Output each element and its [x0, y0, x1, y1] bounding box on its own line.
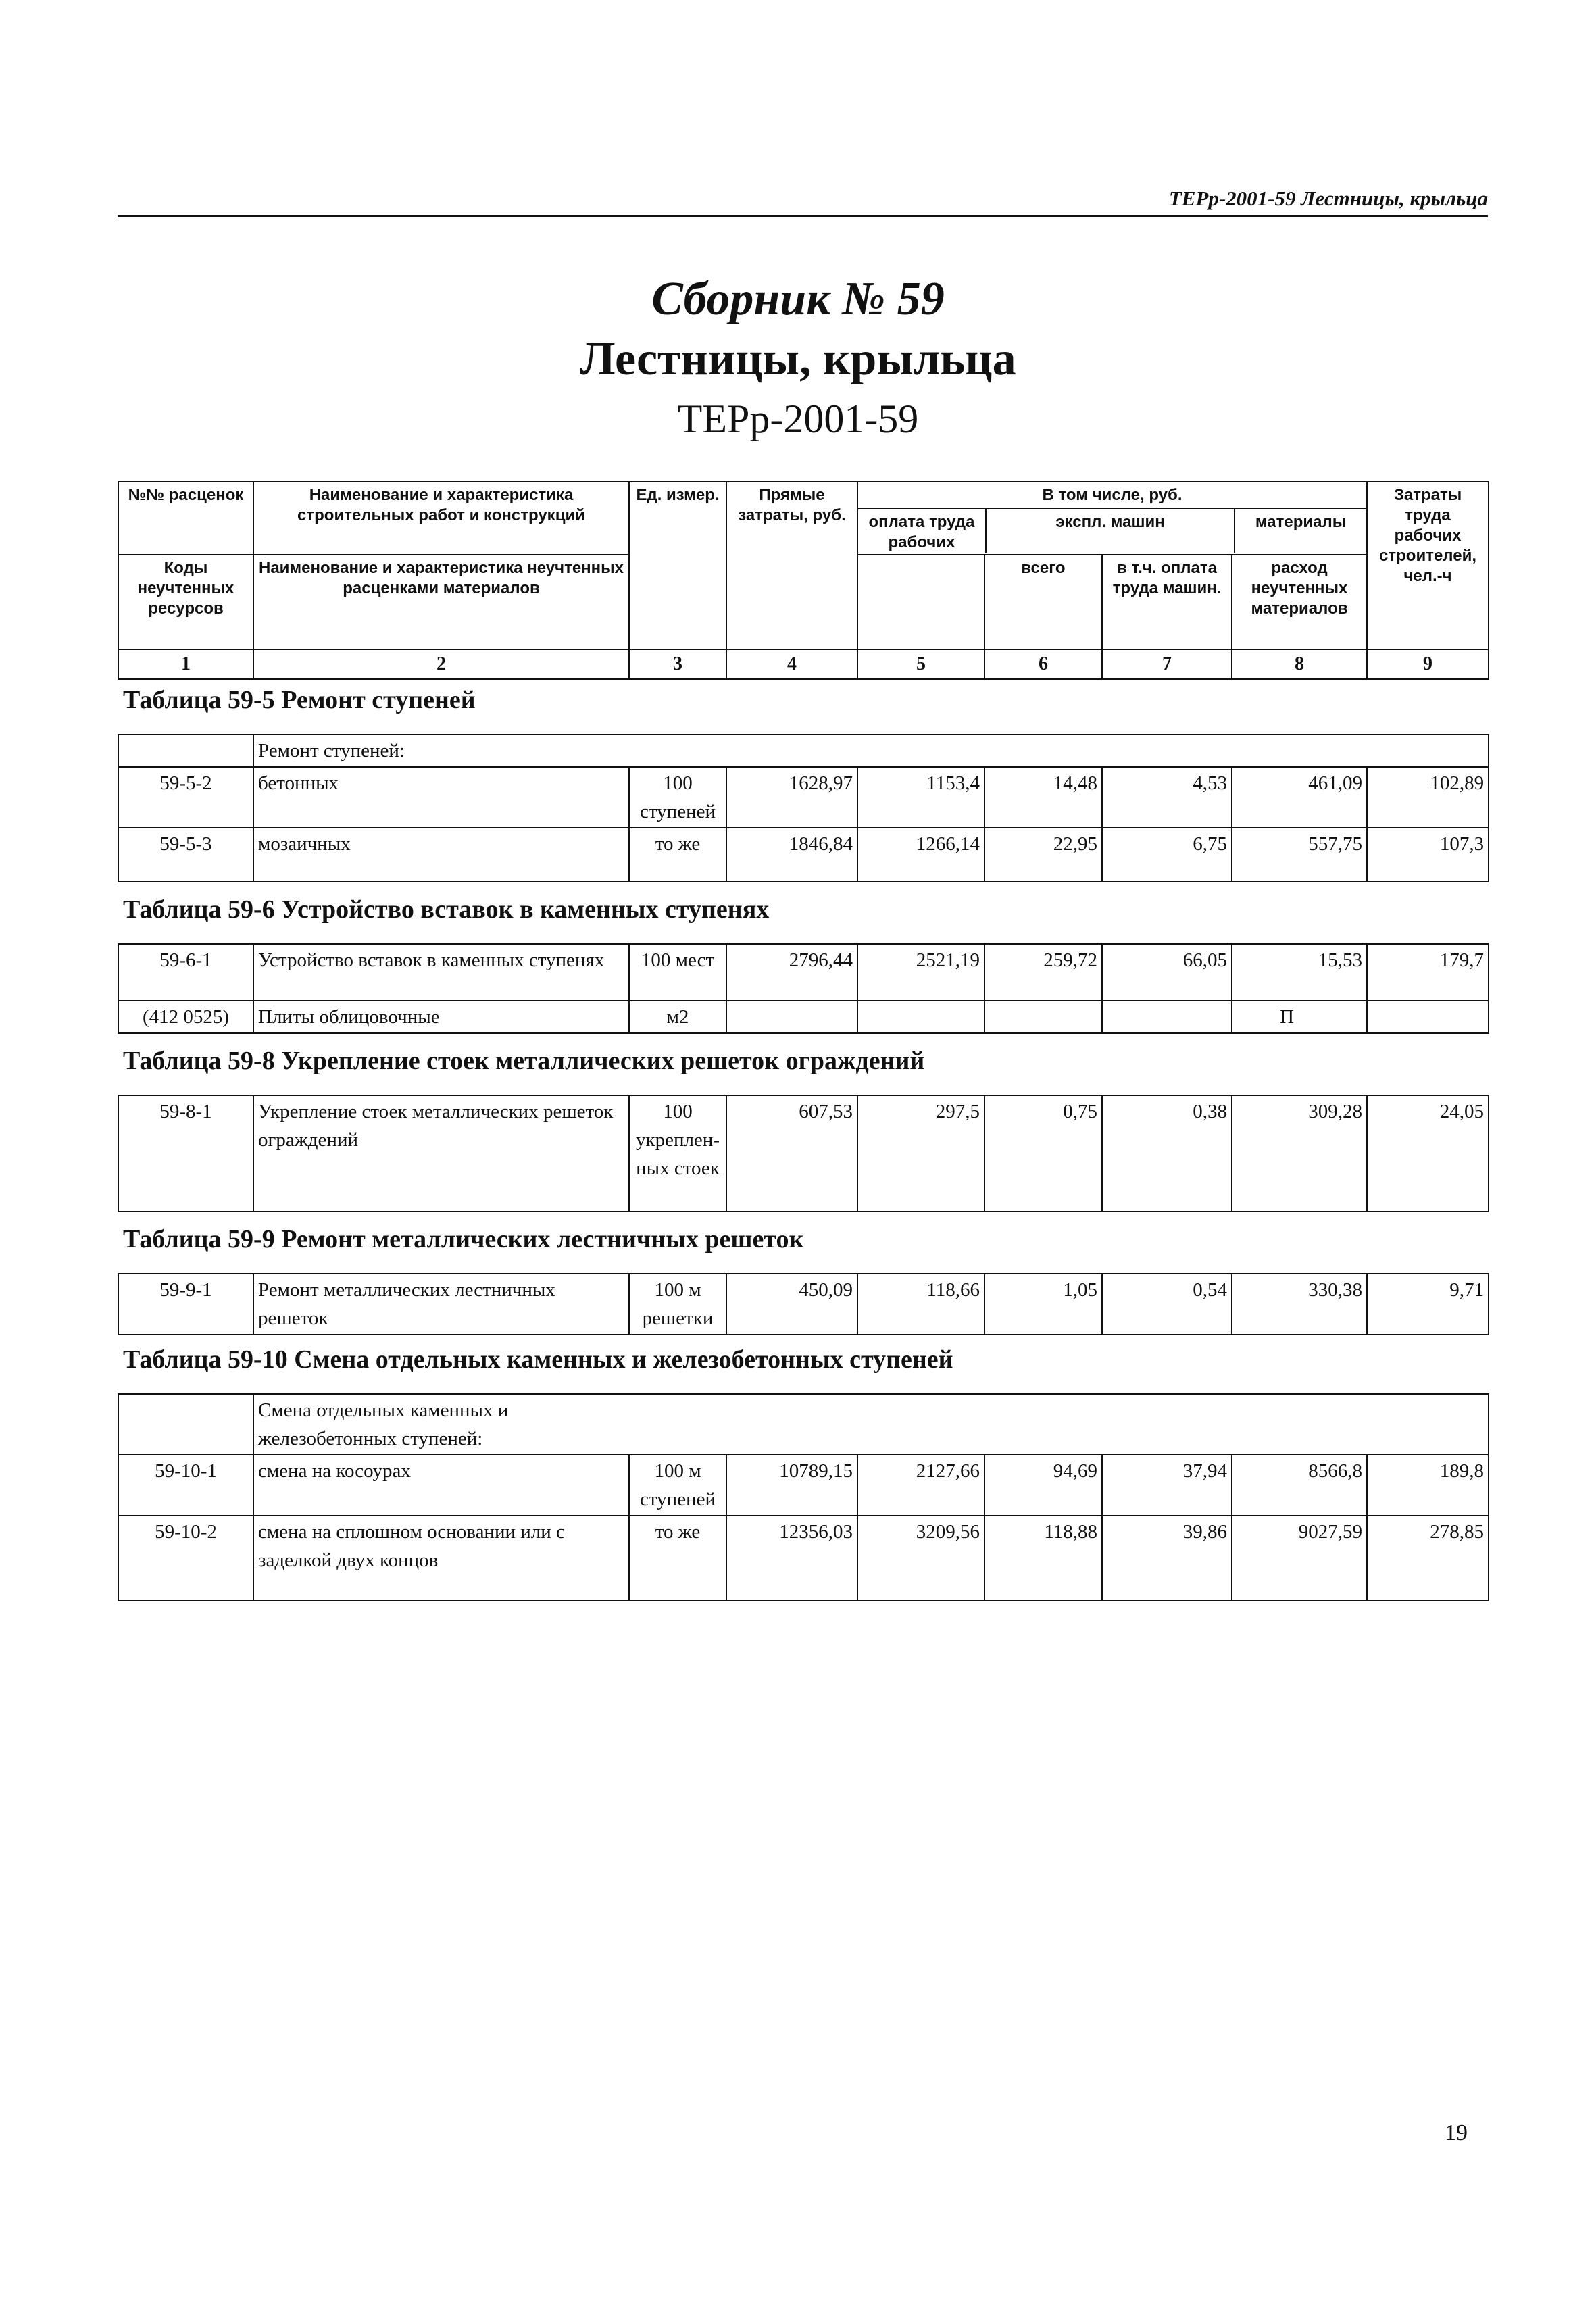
- col-num: 4: [726, 649, 857, 679]
- col-num: 8: [1232, 649, 1367, 679]
- rate-machines: 0,75: [984, 1095, 1102, 1212]
- rate-name: бетонных: [253, 767, 629, 828]
- rate-hours: 278,85: [1367, 1516, 1489, 1601]
- resource-unit: м2: [629, 1001, 726, 1033]
- resource-name: Плиты облицовочные: [253, 1001, 629, 1033]
- col-num: 1: [118, 649, 253, 679]
- section-title: Таблица 59-8 Укрепление стоек металлических решеток ограждений: [123, 1047, 925, 1075]
- header-mach-total: всего: [984, 555, 1102, 649]
- header-rule: [118, 215, 1488, 217]
- rate-mach-labor: 4,53: [1102, 767, 1232, 828]
- rate-hours: 179,7: [1367, 944, 1489, 1001]
- rate-machines: 259,72: [984, 944, 1102, 1001]
- empty-cell: [1102, 1001, 1232, 1033]
- rate-labor: 1266,14: [857, 828, 984, 882]
- rate-code: 59-5-2: [118, 767, 253, 828]
- col-num: 7: [1102, 649, 1232, 679]
- rate-unit: то же: [629, 1516, 726, 1601]
- empty-cell: [118, 735, 253, 767]
- collection-title: Сборник № 59: [651, 273, 945, 325]
- rate-machines: 22,95: [984, 828, 1102, 882]
- rate-hours: 189,8: [1367, 1455, 1489, 1516]
- header-incl: В том числе, руб.: [858, 482, 1366, 509]
- rate-unit: то же: [629, 828, 726, 882]
- rate-materials: 309,28: [1232, 1095, 1367, 1212]
- rate-code: 59-9-1: [118, 1274, 253, 1335]
- rate-materials: 9027,59: [1232, 1516, 1367, 1601]
- rate-mach-labor: 37,94: [1102, 1455, 1232, 1516]
- col-num: 6: [984, 649, 1102, 679]
- header-name-materials: Наименование и характеристика неучтенных расценками материалов: [253, 555, 629, 649]
- section-title: Таблица 59-10 Смена отдельных каменных и железобетонных ступеней: [123, 1345, 953, 1374]
- col-num: 5: [857, 649, 984, 679]
- header-unit: Ед. измер.: [629, 482, 726, 649]
- rate-name: Ремонт металлических лестничных решеток: [253, 1274, 629, 1335]
- rate-hours: 102,89: [1367, 767, 1489, 828]
- rate-code: 59-5-3: [118, 828, 253, 882]
- rate-hours: 24,05: [1367, 1095, 1489, 1212]
- section-title: Таблица 59-9 Ремонт металлических лестничных решеток: [123, 1225, 804, 1253]
- rate-table-59-8: [118, 1095, 1489, 1212]
- header-mach-labor: в т.ч. оплата труда машин.: [1102, 555, 1232, 649]
- empty-cell: [984, 1001, 1102, 1033]
- rate-mach-labor: 6,75: [1102, 828, 1232, 882]
- rate-labor: 2127,66: [857, 1455, 984, 1516]
- group-label: [253, 1394, 1489, 1455]
- col-num: 3: [629, 649, 726, 679]
- rate-machines: 118,88: [984, 1516, 1102, 1601]
- column-header-table: [118, 481, 1489, 680]
- header-name: Наименование и характеристика строительных работ и конструкций: [253, 482, 629, 555]
- empty-cell: [857, 1001, 984, 1033]
- rate-machines: 14,48: [984, 767, 1102, 828]
- header-incl-group: [857, 482, 1367, 555]
- rate-direct: 1846,84: [726, 828, 857, 882]
- section-title: Таблица 59-6 Устройство вставок в каменных ступенях: [123, 895, 770, 924]
- rate-name: смена на косоурах: [253, 1455, 629, 1516]
- empty-cell: [1367, 1001, 1489, 1033]
- rate-name: Устройство вставок в каменных ступенях: [253, 944, 629, 1001]
- rate-name: смена на сплошном основании или с заделкой двух концов: [253, 1516, 629, 1601]
- rate-materials: 8566,8: [1232, 1455, 1367, 1516]
- header-code-resources: Коды неучтенных ресурсов: [118, 555, 253, 649]
- rate-labor: 1153,4: [857, 767, 984, 828]
- rate-materials: 15,53: [1232, 944, 1367, 1001]
- rate-unit: 100 укреплен-ных стоек: [629, 1095, 726, 1212]
- header-direct-cost: Прямые затраты, руб.: [726, 482, 857, 649]
- group-label: Ремонт ступеней:: [253, 735, 1489, 767]
- rate-mach-labor: 39,86: [1102, 1516, 1232, 1601]
- header-materials: материалы: [1255, 513, 1347, 531]
- rate-direct: 12356,03: [726, 1516, 857, 1601]
- rate-hours: 9,71: [1367, 1274, 1489, 1335]
- rate-mach-labor: 0,38: [1102, 1095, 1232, 1212]
- col-num: 2: [253, 649, 629, 679]
- header-hours: Затраты труда рабочих строителей, чел.-ч: [1367, 482, 1489, 649]
- rate-code: 59-6-1: [118, 944, 253, 1001]
- rate-machines: 94,69: [984, 1455, 1102, 1516]
- running-head: ТЕРр-2001-59 Лестницы, крыльца: [1168, 186, 1488, 210]
- rate-name: Укрепление стоек металлических решеток ограждений: [253, 1095, 629, 1212]
- header-labor-sub: [857, 555, 984, 649]
- rate-unit: 100 ступеней: [629, 767, 726, 828]
- rate-labor: 3209,56: [857, 1516, 984, 1601]
- rate-materials: 461,09: [1232, 767, 1367, 828]
- resource-code: (412 0525): [118, 1001, 253, 1033]
- rate-direct: 1628,97: [726, 767, 857, 828]
- rate-unit: 100 м ступеней: [629, 1455, 726, 1516]
- rate-direct: 10789,15: [726, 1455, 857, 1516]
- title-block: [0, 270, 1596, 447]
- collection-name: Лестницы, крыльца: [580, 333, 1016, 385]
- rate-unit: 100 м решетки: [629, 1274, 726, 1335]
- rate-code: 59-10-1: [118, 1455, 253, 1516]
- rate-mach-labor: 66,05: [1102, 944, 1232, 1001]
- rate-materials: 557,75: [1232, 828, 1367, 882]
- header-labor: оплата труда рабочих: [858, 509, 987, 553]
- rate-table-59-5: [118, 734, 1489, 882]
- col-num: 9: [1367, 649, 1489, 679]
- header-code: №№ расценок: [118, 482, 253, 555]
- rate-unit: 100 мест: [629, 944, 726, 1001]
- rate-direct: 607,53: [726, 1095, 857, 1212]
- group-label-text: Смена отдельных каменных и железобетонных ступеней:: [258, 1399, 509, 1449]
- rate-mach-labor: 0,54: [1102, 1274, 1232, 1335]
- rate-name: мозаичных: [253, 828, 629, 882]
- rate-labor: 297,5: [857, 1095, 984, 1212]
- rate-code: 59-8-1: [118, 1095, 253, 1212]
- resource-consumption: П: [1232, 1001, 1367, 1033]
- rate-table-59-6: [118, 943, 1489, 1034]
- rate-machines: 1,05: [984, 1274, 1102, 1335]
- section-title: Таблица 59-5 Ремонт ступеней: [123, 686, 476, 714]
- rate-hours: 107,3: [1367, 828, 1489, 882]
- rate-direct: 2796,44: [726, 944, 857, 1001]
- rate-labor: 2521,19: [857, 944, 984, 1001]
- rate-table-59-10: [118, 1393, 1489, 1601]
- rate-materials: 330,38: [1232, 1274, 1367, 1335]
- collection-code: ТЕРр-2001-59: [677, 397, 919, 441]
- header-materials-sub: расход неучтенных материалов: [1232, 555, 1367, 649]
- rate-table-59-9: [118, 1273, 1489, 1335]
- rate-labor: 118,66: [857, 1274, 984, 1335]
- empty-cell: [118, 1394, 253, 1455]
- header-machines: экспл. машин: [987, 509, 1235, 553]
- page-number: 19: [1445, 2120, 1468, 2145]
- rate-code: 59-10-2: [118, 1516, 253, 1601]
- empty-cell: [726, 1001, 857, 1033]
- rate-direct: 450,09: [726, 1274, 857, 1335]
